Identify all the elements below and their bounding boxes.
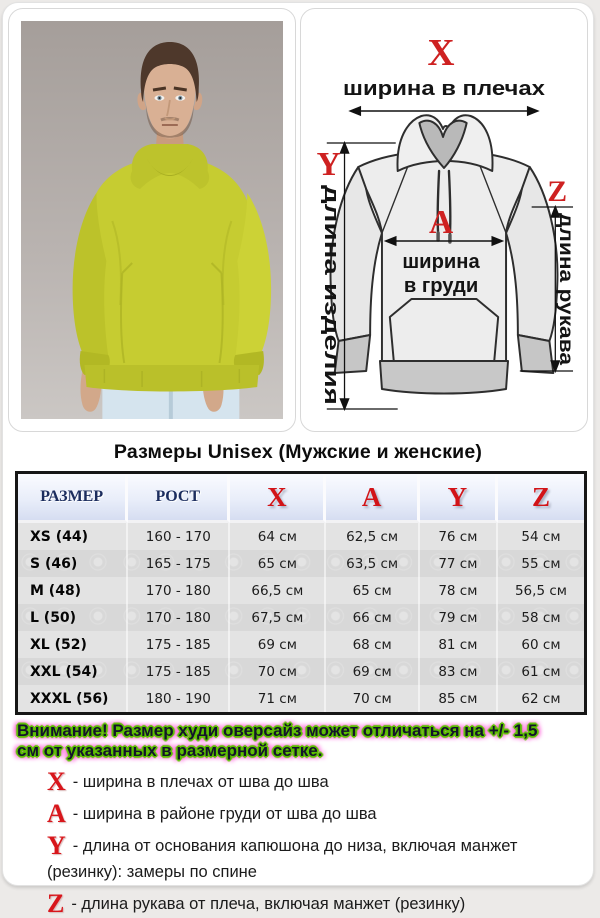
- col-header-size: РАЗМЕР: [18, 474, 128, 523]
- legend-item: [47, 769, 579, 795]
- cell-z: 54 см: [521, 528, 561, 545]
- col-header-a: A: [326, 474, 419, 523]
- cell-x: 71 см: [230, 685, 326, 712]
- cell-size: XL (52): [18, 631, 128, 658]
- cell-a: 70 см: [326, 685, 419, 712]
- size-table: [15, 471, 587, 715]
- table-row: [18, 685, 584, 712]
- cell-x: 64 см: [230, 523, 326, 550]
- legend-text: - ширина в районе груди от шва до шва: [72, 805, 377, 823]
- table-row: [18, 631, 584, 658]
- cell-height: 165 - 175: [128, 550, 230, 577]
- table-row: [18, 658, 584, 685]
- cell-size: XS (44): [18, 523, 128, 550]
- cell-height: 180 - 190: [128, 685, 230, 712]
- diagram-y-caption: длина изделия: [319, 185, 343, 342]
- cell-a: 69 см: [326, 658, 419, 685]
- attention-note: [17, 721, 585, 761]
- diagram-z-letter: Z: [547, 174, 568, 209]
- col-header-x: X: [230, 474, 326, 523]
- cell-z: 62 см: [521, 690, 561, 707]
- cell-x: 66,5 см: [230, 577, 326, 604]
- top-panels: [3, 3, 593, 432]
- table-row: [18, 577, 584, 604]
- cell-z: 56,5 см: [514, 582, 567, 599]
- model-photo-illustration: [21, 21, 283, 419]
- legend-text: - длина рукава от плеча, включая манжет (резинку): [71, 895, 466, 913]
- table-row: [18, 523, 584, 550]
- legend-letter: Z: [47, 889, 65, 918]
- col-header-z: Z: [498, 474, 584, 523]
- cell-y: 83 см: [420, 658, 498, 685]
- col-header-y: Y: [420, 474, 498, 523]
- cell-x: 67,5 см: [230, 604, 326, 631]
- diagram-y-letter: Y: [316, 145, 341, 184]
- model-photo-panel: [8, 8, 296, 432]
- attention-note-line2: см от указанных в размерной сетке.: [17, 741, 323, 760]
- cell-size: S (46): [18, 550, 128, 577]
- cell-a: 66 см: [326, 604, 419, 631]
- diagram-x-caption: ширина в плечах: [343, 77, 546, 101]
- cell-y: 76 см: [420, 523, 498, 550]
- legend-item: [47, 833, 579, 885]
- legend-text: - длина от основания капюшона до низа, включая манжет (резинку): замеры по спине: [47, 837, 518, 881]
- cell-y: 81 см: [420, 631, 498, 658]
- measurement-diagram-panel: [300, 8, 588, 432]
- cell-a: 63,5 см: [326, 550, 419, 577]
- cell-height: 170 - 180: [128, 577, 230, 604]
- cell-height: 175 - 185: [128, 631, 230, 658]
- cell-x: 65 см: [230, 550, 326, 577]
- cell-x: 70 см: [230, 658, 326, 685]
- cell-height: 175 - 185: [128, 658, 230, 685]
- cell-z: 58 см: [521, 609, 561, 626]
- legend-letter: Y: [47, 831, 66, 860]
- diagram-a-letter: A: [428, 203, 454, 242]
- cell-size: XXL (54): [18, 658, 128, 685]
- cell-size: L (50): [18, 604, 128, 631]
- cell-a: 62,5 см: [326, 523, 419, 550]
- cell-height: 160 - 170: [128, 523, 230, 550]
- cell-a: 65 см: [326, 577, 419, 604]
- cell-y: 77 см: [420, 550, 498, 577]
- cell-height: 170 - 180: [128, 604, 230, 631]
- cell-z: 60 см: [521, 636, 561, 653]
- cell-size: XXXL (56): [18, 685, 128, 712]
- cell-y: 85 см: [420, 685, 498, 712]
- cell-size: M (48): [18, 577, 128, 604]
- measurement-legend: [3, 761, 593, 917]
- cell-a: 68 см: [326, 631, 419, 658]
- cell-z: 55 см: [521, 555, 561, 572]
- legend-letter: A: [47, 799, 66, 828]
- product-size-card: [2, 2, 594, 918]
- cell-y: 78 см: [420, 577, 498, 604]
- page-title: Размеры Unisex (Мужские и женские): [113, 441, 483, 463]
- hoodie-measurement-diagram: [313, 21, 578, 419]
- legend-item: [47, 801, 579, 827]
- cell-y: 79 см: [420, 604, 498, 631]
- legend-text: - ширина в плечах от шва до шва: [72, 773, 329, 791]
- diagram-z-caption: длина рукава: [555, 213, 578, 344]
- table-row: [18, 550, 584, 577]
- table-row: [18, 604, 584, 631]
- size-table-body: [18, 523, 584, 712]
- diagram-a-caption-2: в груди: [403, 274, 479, 298]
- legend-item: [47, 891, 579, 917]
- size-table-header: [18, 474, 584, 523]
- cell-z: 61 см: [521, 663, 561, 680]
- legend-letter: X: [47, 767, 66, 796]
- attention-note-line1: Внимание! Размер худи оверсайз может отличаться на +/- 1,5: [17, 721, 538, 740]
- diagram-x-letter: X: [427, 31, 455, 75]
- cell-x: 69 см: [230, 631, 326, 658]
- diagram-a-caption-1: ширина: [402, 250, 480, 274]
- col-header-height: РОСТ: [128, 474, 230, 523]
